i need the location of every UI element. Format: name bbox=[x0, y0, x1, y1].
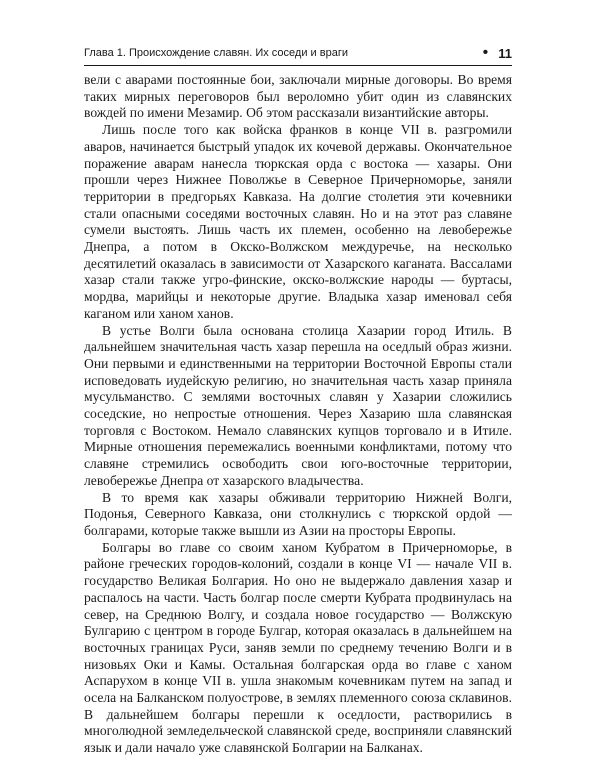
chapter-title: Глава 1. Происхождение славян. Их соседи и враги bbox=[84, 47, 348, 59]
paragraph: Болгары во главе со своим ханом Кубратом в Причерноморье, в районе греческих городов-колоний, создали в конце VI — начале VII в. государство Великая Болгария. Но оно не выдержало давления хазар и распалось на части. Часть болгар после смерти Кубрата продвинулась на север, на Среднюю Волгу, и создала новое государство — Волжскую Булгарию с центром в городе Булгар, которая оказалась в дальнейшем на восточных границах Руси, заняв земли по среднему течению Волги и в низовьях Оки и Камы. Остальная болгарская орда во главе с ханом Аспарухом в конце VII в. ушла знакомым кочевникам путем на запад и осела на Балканском полуострове, в землях племенного союза склавинов. В дальнейшем болгары перешли к оседлости, растворились в многолюдной земледельческой славянской среде, восприняли славянский язык и дали начало уже славянской Болгарии на Балканах. bbox=[84, 539, 512, 756]
paragraph: вели с аварами постоянные бои, заключали мирные договоры. Во время таких мирных переговоров был вероломно убит один из славянских вождей по имени Мезамир. Об этом рассказали византийские авторы. bbox=[84, 72, 512, 121]
running-header bbox=[84, 44, 512, 62]
paragraph: В устье Волги была основана столица Хазарии город Итиль. В дальнейшем значительная часть хазар перешла на оседлый образ жизни. Они первыми и единственными на территории Восточной Европы стали исповедовать иудейскую религию, но значительная часть хазар приняла мусульманство. С землями восточных славян у Хазарии сложились соседские, но непростые отношения. Через Хазарию шла славянская торговля с Востоком. Немало славянских купцов торговало и в Итиле. Мирные отношения перемежались военными конфликтами, потому что славяне стремились освободить свои юго-восточные территории, левобережье Днепра от хазарского владычества. bbox=[84, 322, 512, 488]
body-text bbox=[84, 72, 512, 757]
bullet-icon: • bbox=[482, 44, 489, 61]
page-number: 11 bbox=[498, 45, 512, 61]
page-number-group bbox=[483, 46, 512, 61]
paragraph: В то время как хазары обживали территорию Нижней Волги, Подонья, Северного Кавказа, они столкнулись с тюркской ордой — болгарами, которые также вышли из Азии на просторы Европы. bbox=[84, 489, 512, 538]
header-rule bbox=[84, 65, 512, 66]
book-page bbox=[84, 44, 512, 757]
paragraph: Лишь после того как войска франков в конце VII в. разгромили аваров, начинается быстрый упадок их кочевой державы. Окончательное поражение аварам нанесла тюркская орда с востока — хазары. Они прошли через Нижнее Поволжье в Северное Причерноморье, заняли территории в предгорьях Кавказа. На долгие столетия эти кочевники стали опасными соседями восточных славян. Но и на этот раз славяне сумели выстоять. Лишь часть их племен, особенно на левобережье Днепра, а потом в Окско-Волжском междуречье, на несколько десятилетий оказалась в зависимости от Хазарского каганата. Вассалами хазар стали также угро-финские, окско-волжские народы — буртасы, мордва, марийцы и некоторые другие. Владыка хазар именовал себя каганом или ханом ханов. bbox=[84, 122, 512, 321]
